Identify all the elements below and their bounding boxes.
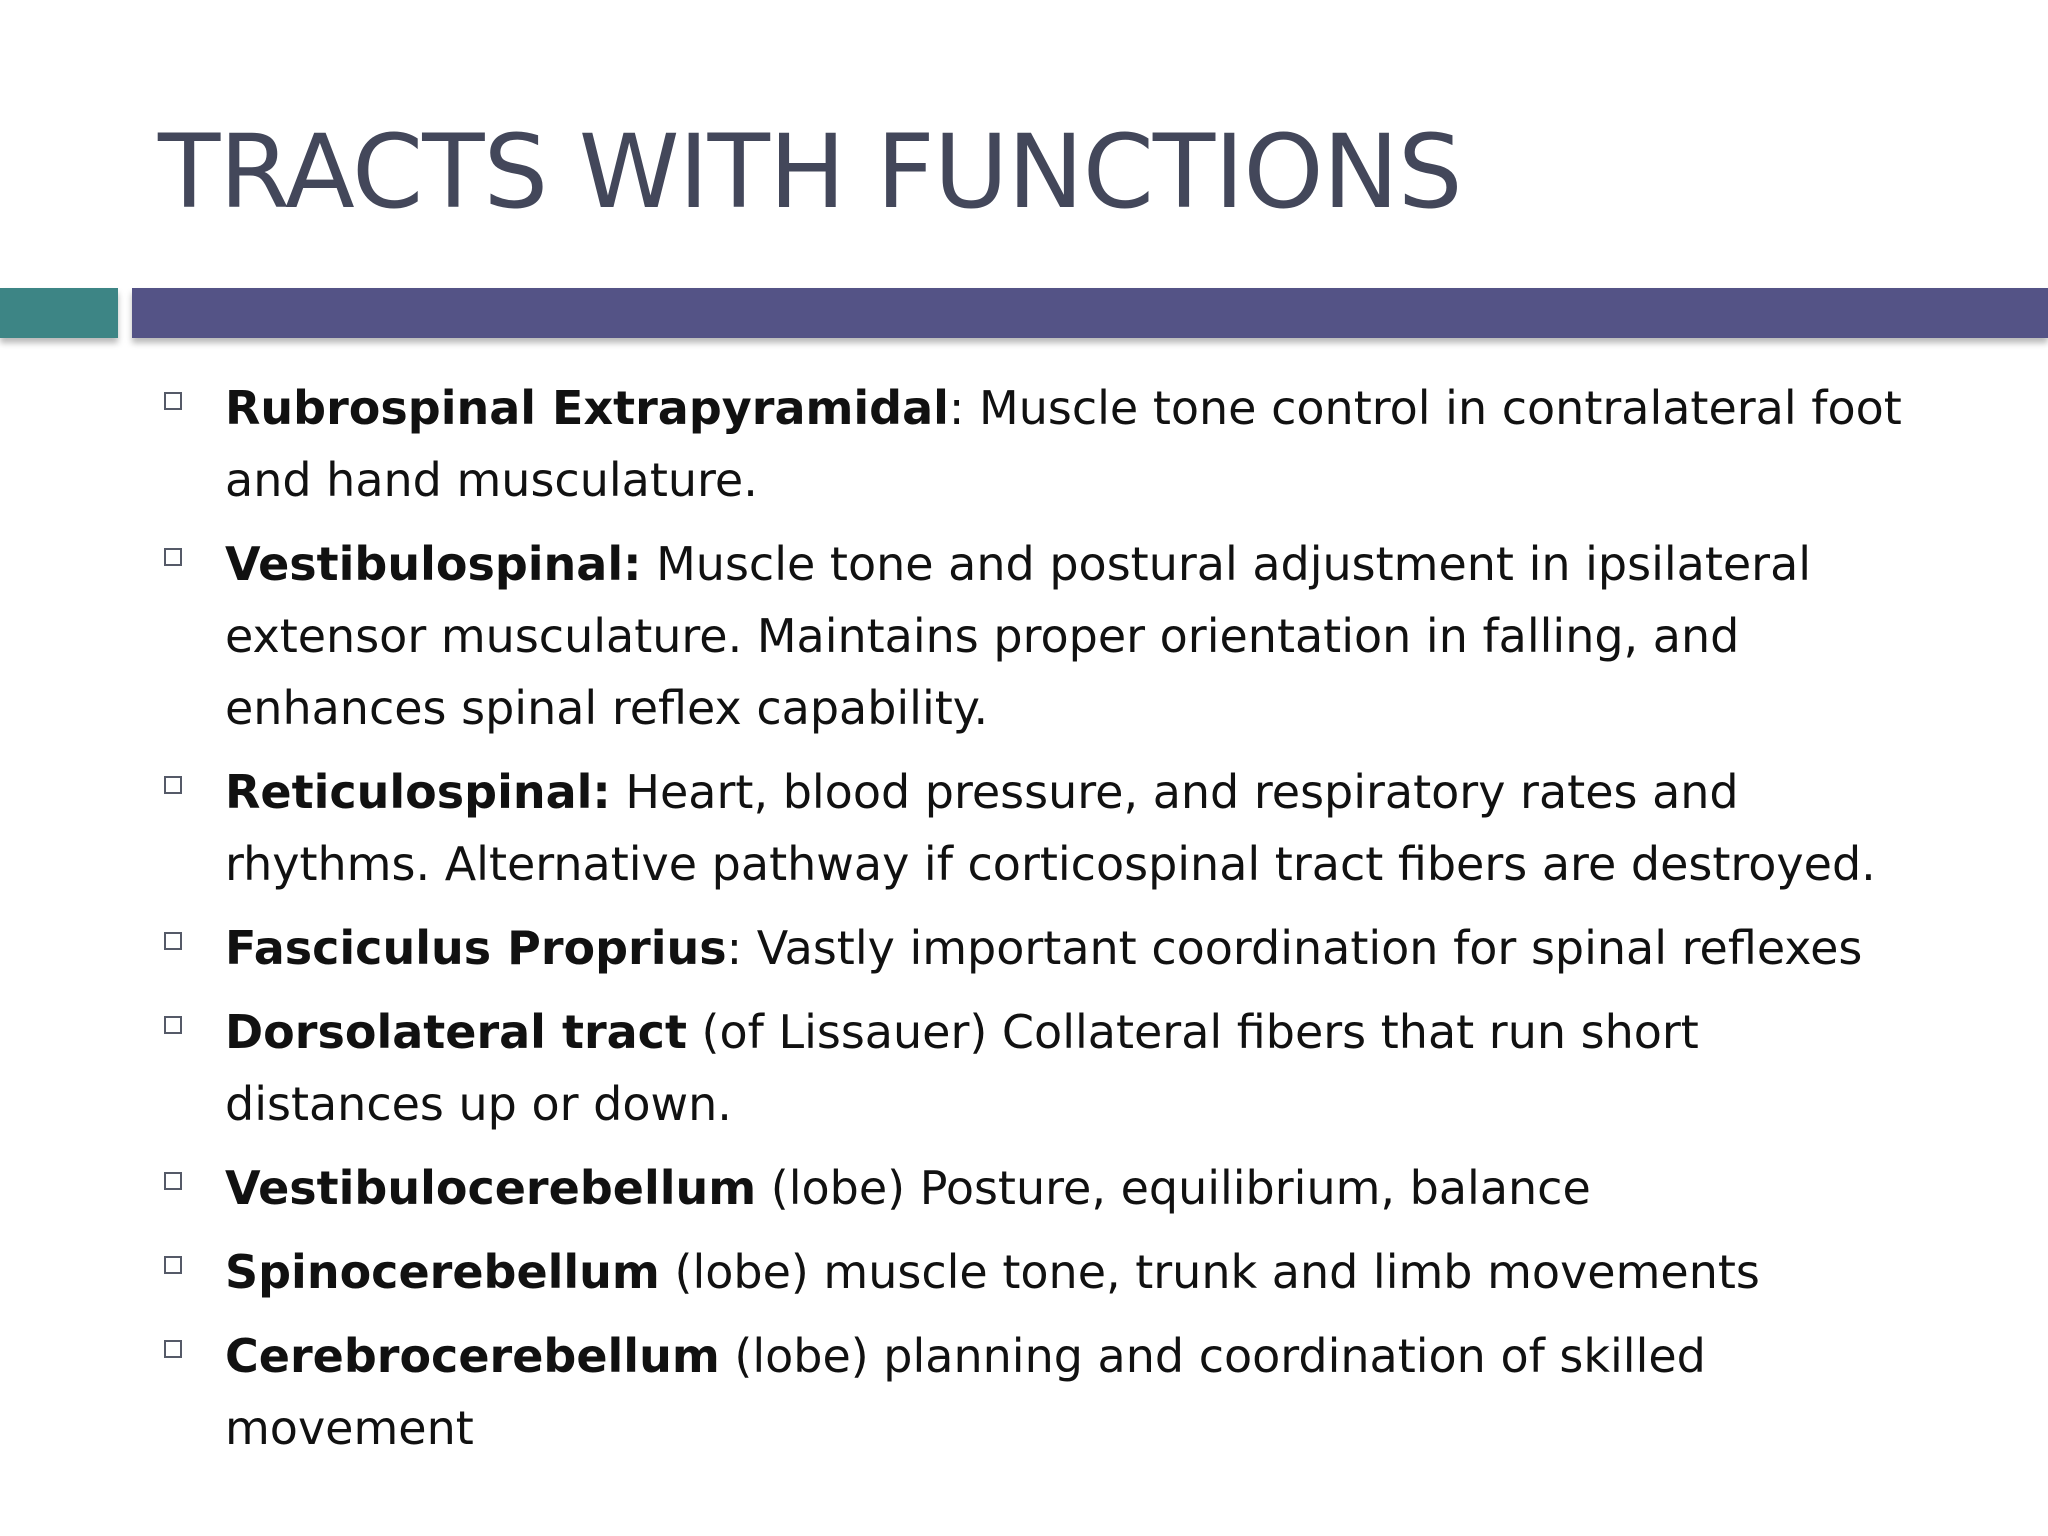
item-term: Dorsolateral tract — [225, 1005, 687, 1059]
item-description: : Vastly important coordination for spinal reflexes — [726, 921, 1863, 975]
square-bullet-icon — [164, 548, 182, 566]
square-bullet-icon — [164, 1172, 182, 1190]
list-item — [160, 996, 1920, 1140]
square-bullet-icon — [164, 1256, 182, 1274]
item-term: Fasciculus Proprius — [225, 921, 727, 975]
list-item — [160, 1320, 1920, 1464]
slide-title: TRACTS WITH FUNCTIONS — [158, 113, 1462, 232]
item-term: Spinocerebellum — [225, 1245, 660, 1299]
item-term: Reticulospinal: — [225, 765, 611, 819]
square-bullet-icon — [164, 392, 182, 410]
accent-bar — [0, 288, 118, 338]
item-term: Vestibulocerebellum — [225, 1161, 757, 1215]
bullet-list — [160, 372, 1920, 1476]
list-item — [160, 372, 1920, 516]
square-bullet-icon — [164, 1340, 182, 1358]
item-description: Muscle tone and postural adjustment in ipsilateral extensor musculature. Maintains proper orientation in falling, and enhances spinal reflex capability. — [225, 537, 1812, 735]
item-term: Vestibulospinal: — [225, 537, 642, 591]
item-description: (lobe) muscle tone, trunk and limb movements — [659, 1245, 1760, 1299]
square-bullet-icon — [164, 776, 182, 794]
item-description: (lobe) Posture, equilibrium, balance — [756, 1161, 1591, 1215]
item-description: Heart, blood pressure, and respiratory rates and rhythms. Alternative pathway if corticospinal tract fibers are destroyed. — [225, 765, 1876, 891]
list-item — [160, 528, 1920, 744]
list-item — [160, 1236, 1920, 1308]
item-description: (lobe) planning and coordination of skilled movement — [225, 1329, 1706, 1455]
square-bullet-icon — [164, 932, 182, 950]
item-description: : Muscle tone control in contralateral foot and hand musculature. — [225, 381, 1902, 507]
square-bullet-icon — [164, 1016, 182, 1034]
item-description: (of Lissauer) Collateral fibers that run short distances up or down. — [225, 1005, 1699, 1131]
list-item — [160, 912, 1920, 984]
title-underline-bar — [132, 288, 2048, 338]
list-item — [160, 756, 1920, 900]
item-term: Rubrospinal Extrapyramidal — [225, 381, 949, 435]
list-item — [160, 1152, 1920, 1224]
item-term: Cerebrocerebellum — [225, 1329, 720, 1383]
